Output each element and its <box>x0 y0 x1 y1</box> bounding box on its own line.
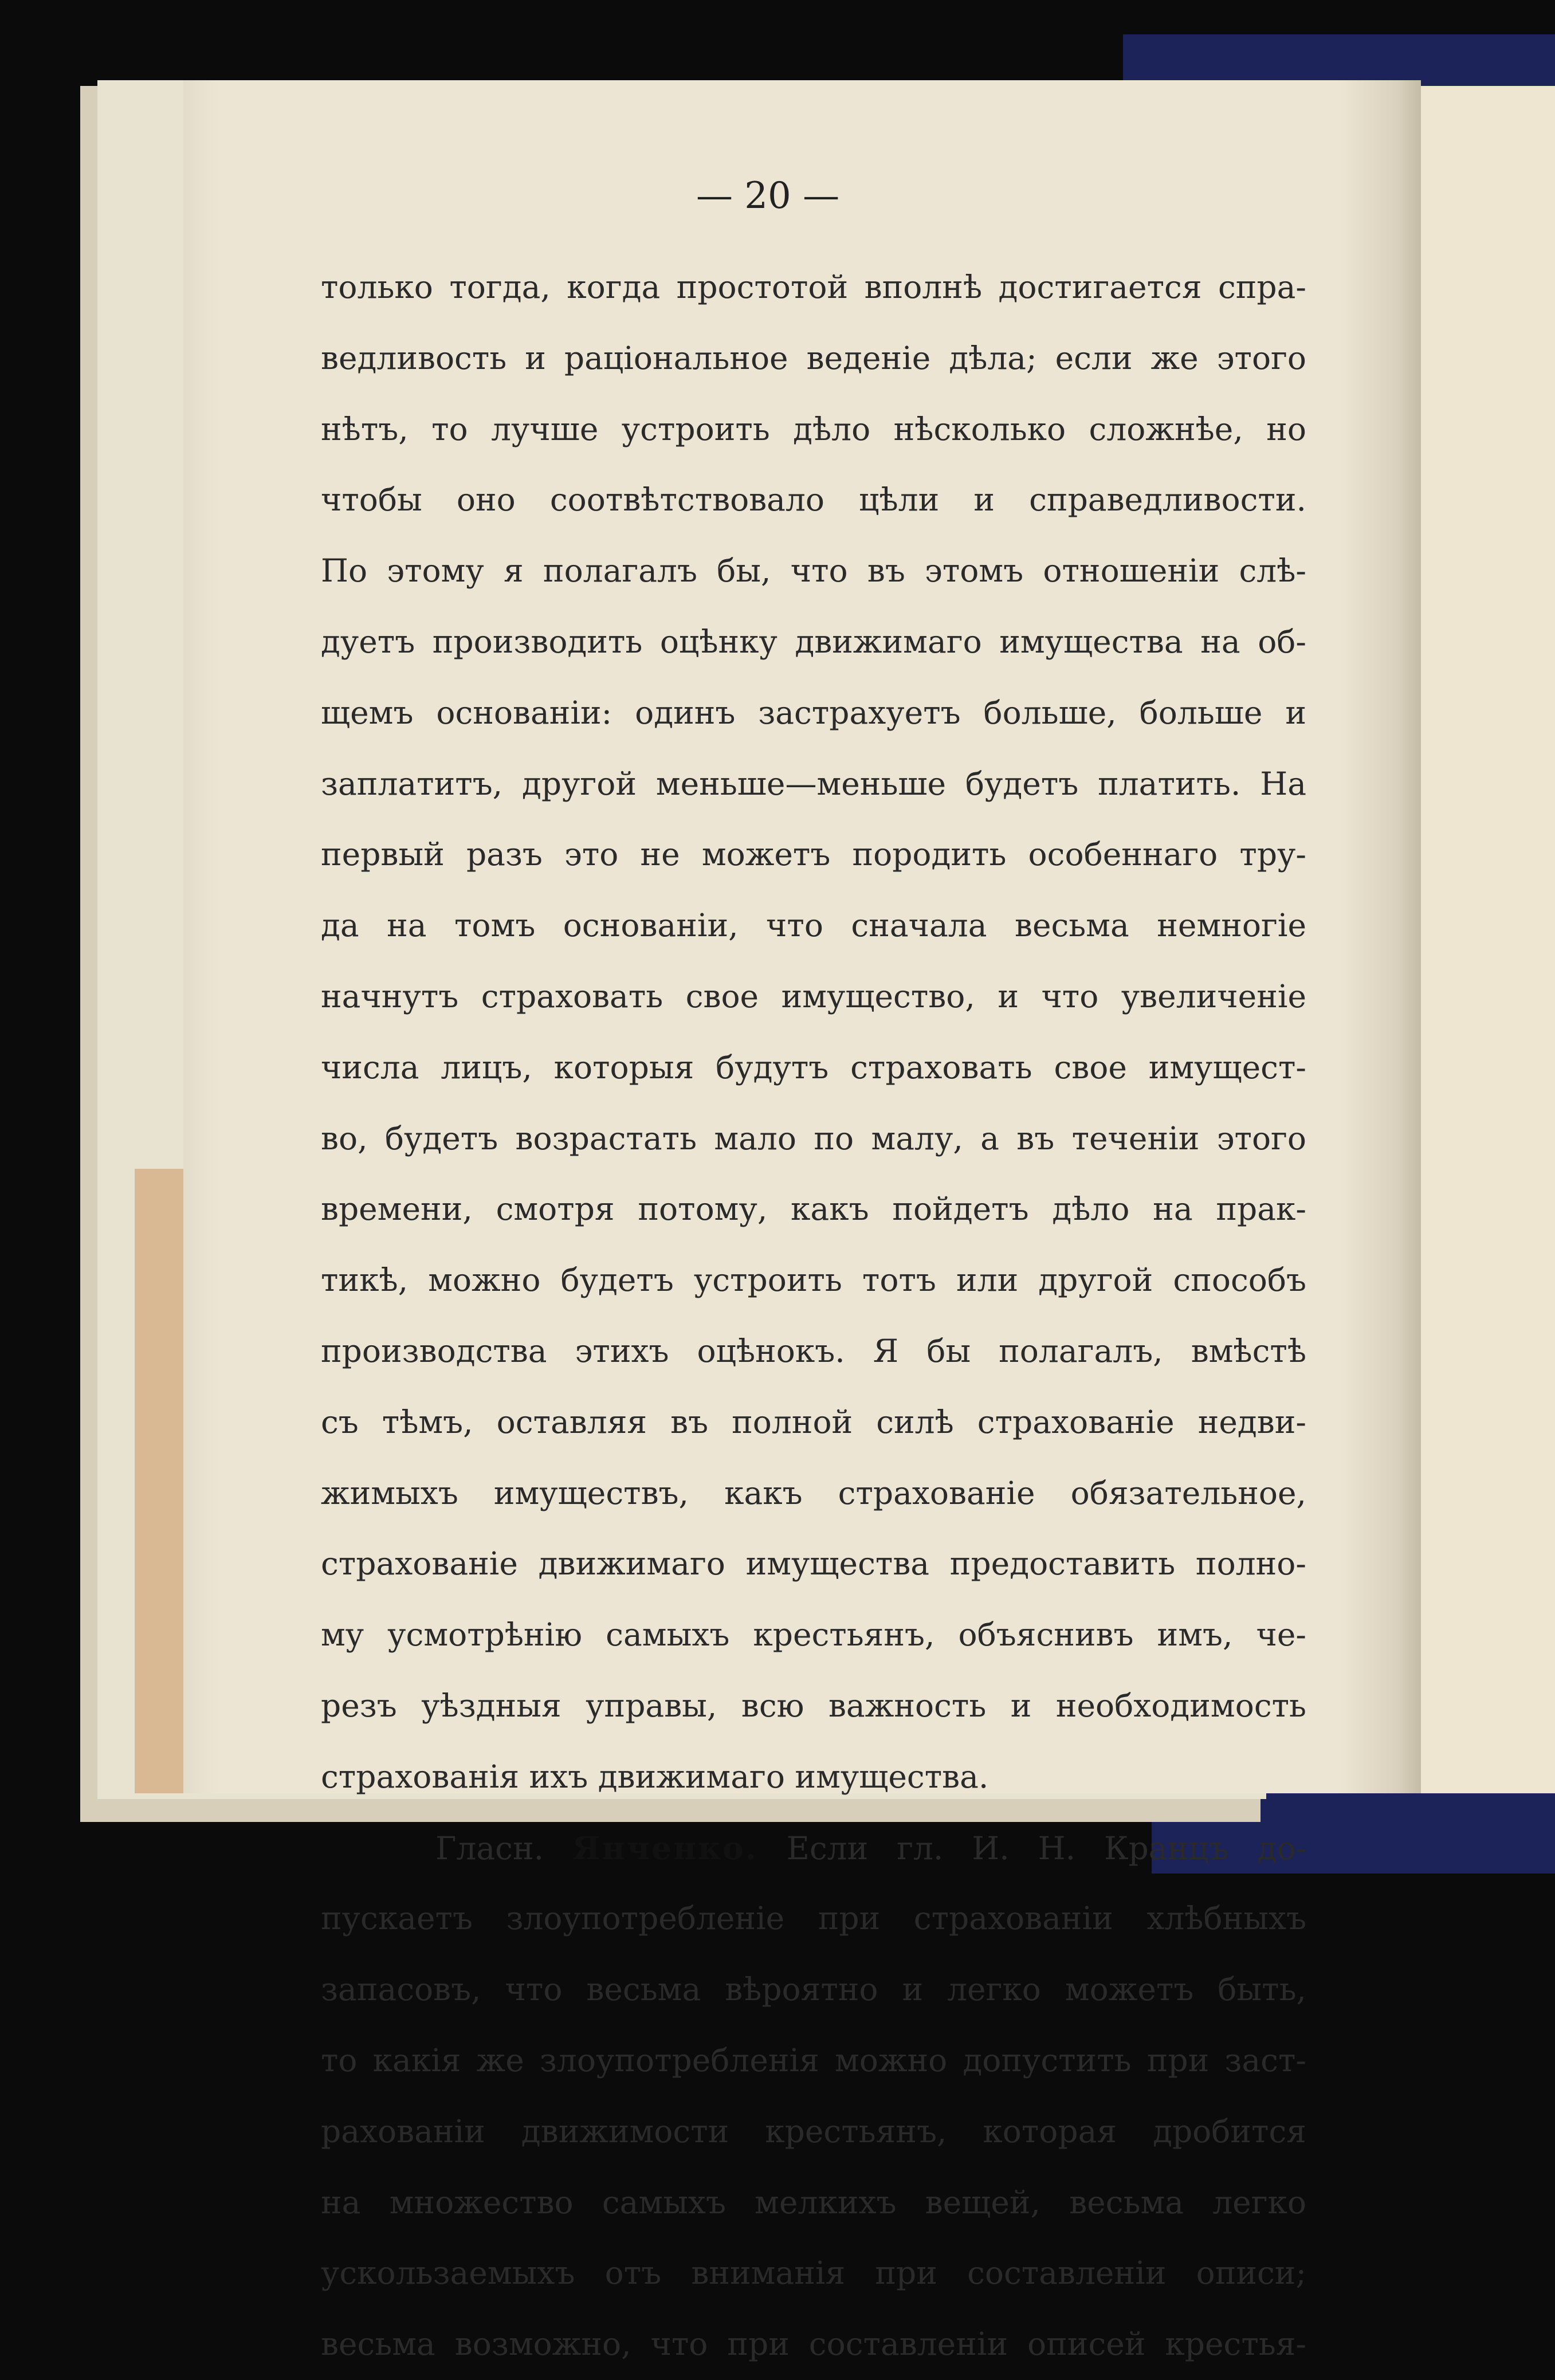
text-line: заплатитъ, другой меньше—меньше будетъ платить. На <box>321 765 1306 802</box>
text-line: дуетъ производить оцѣнку движимаго имущества на об- <box>321 623 1306 660</box>
text-line: запасовъ, что весьма вѣроятно и легко можетъ быть, <box>321 1971 1306 2008</box>
text-line: жимыхъ имуществъ, какъ страхованіе обязательное, <box>321 1474 1306 1511</box>
text-line: на множество самыхъ мелкихъ вещей, весьма легко <box>321 2183 1306 2221</box>
text-line: пускаетъ злоупотребленіе при страхованіи хлѣбныхъ <box>321 1900 1306 1937</box>
page-number: — 20 — <box>696 175 840 217</box>
facing-page <box>1409 86 1555 1793</box>
text-line: времени, смотря потому, какъ пойдетъ дѣло на прак- <box>321 1191 1306 1228</box>
text-line: да на томъ основаніи, что сначала весьма немногіе <box>321 907 1306 944</box>
paper-strip <box>135 1169 183 1793</box>
text-line: во, будетъ возрастать мало по малу, а въ теченіи этого <box>321 1120 1306 1157</box>
text-line: щемъ основаніи: одинъ застрахуетъ больше, больше и <box>321 694 1306 731</box>
text-line: По этому я полагалъ бы, что въ этомъ отношеніи слѣ- <box>321 552 1306 590</box>
text-line: страхованія ихъ движимаго имущества. <box>321 1758 989 1795</box>
text-line: чтобы оно соотвѣтствовало цѣли и справедливости. <box>321 481 1306 519</box>
text-line: ведливость и раціональное веденіе дѣла; если же этого <box>321 339 1306 376</box>
text-line: только тогда, когда простотой вполнѣ достигается спра- <box>321 269 1306 305</box>
speech-first-line-text: Если гл. И. Н. Кранцъ до- <box>786 1829 1307 1867</box>
page-text <box>321 252 1306 2380</box>
text-line: то какія же злоупотребленія можно допустить при заст- <box>321 2041 1306 2079</box>
text-line: начнутъ страховать свое имущество, и что увеличеніе <box>321 977 1306 1015</box>
text-line: ускользаемыхъ отъ вниманія при составленіи описи; <box>321 2255 1306 2292</box>
text-line: съ тѣмъ, оставляя въ полной силѣ страхованіе недви- <box>321 1403 1306 1440</box>
text-line: весьма возможно, что при составленіи описей крестья- <box>321 2326 1306 2363</box>
text-line: нѣтъ, то лучше устроить дѣло нѣсколько сложнѣе, но <box>321 410 1306 447</box>
text-line: резъ уѣздныя управы, всю важность и необходимость <box>321 1687 1306 1724</box>
text-line: тикѣ, можно будетъ устроить тотъ или другой способъ <box>321 1262 1306 1299</box>
text-line: первый разъ это не можетъ породить особеннаго тру- <box>321 836 1306 873</box>
speaker-name: Янченко. <box>572 1829 758 1867</box>
speech-first-line <box>321 1813 1306 1884</box>
text-line: му усмотрѣнію самыхъ крестьянъ, объяснивъ имъ, че- <box>321 1616 1306 1654</box>
text-line: страхованіе движимаго имущества предоставить полно- <box>321 1545 1306 1582</box>
text-line: производства этихъ оцѣнокъ. Я бы полагалъ, вмѣстѣ <box>321 1332 1306 1369</box>
speech-prefix: Гласн. <box>435 1829 544 1867</box>
text-line: рахованіи движимости крестьянъ, которая дробится <box>321 2112 1306 2150</box>
text-line: числа лицъ, которыя будутъ страховать свое имущест- <box>321 1048 1306 1086</box>
